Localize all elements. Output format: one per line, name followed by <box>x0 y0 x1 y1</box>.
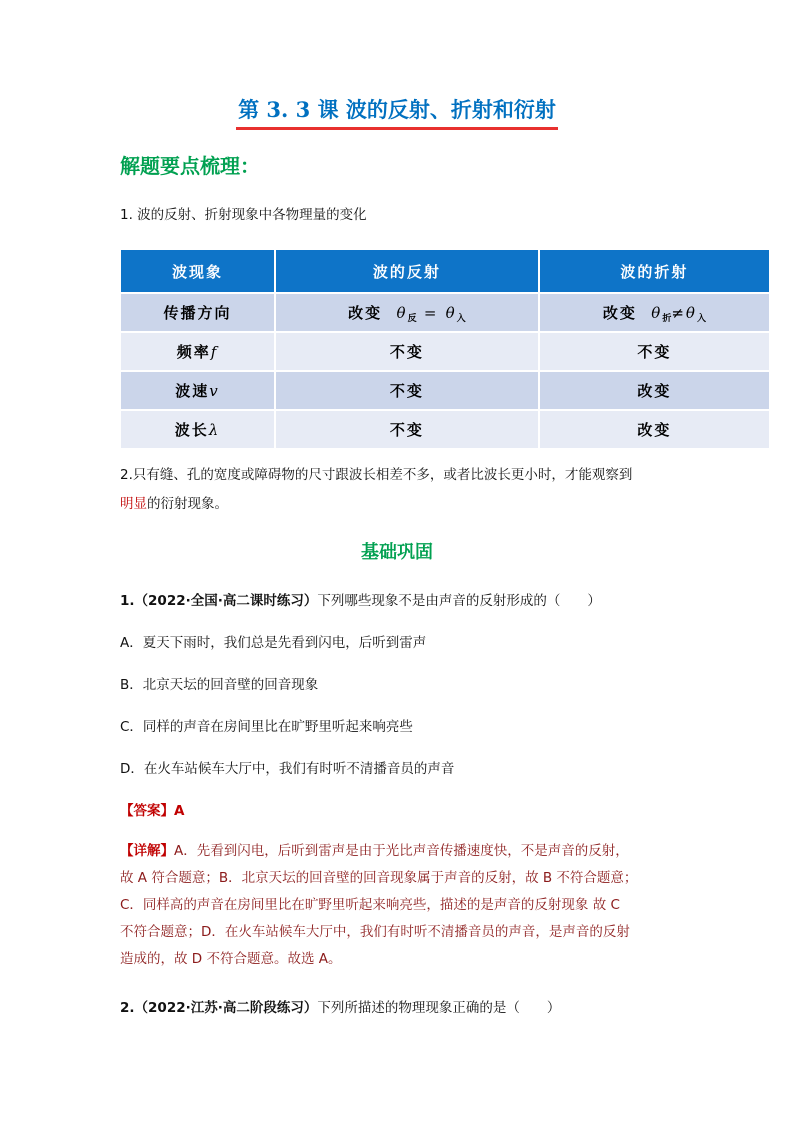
wave-quantities-table <box>121 250 769 448</box>
header-reflection: 波的反射 <box>275 250 539 293</box>
reflection-cell: 不变 <box>275 410 539 448</box>
key-point-2-line1: 2.只有缝、孔的宽度或障碍物的尺寸跟波长相差不多，或者比波长更小时，才能观察到 <box>120 467 633 483</box>
header-wave-phenomenon: 波现象 <box>121 250 275 293</box>
row-label-text: 波速 <box>175 382 210 400</box>
option-c: C．同样的声音在房间里比在旷野里听起来响亮些 <box>120 719 413 735</box>
detail-line-1 <box>120 838 690 865</box>
cell-text: 改变 <box>348 303 383 322</box>
header-refraction: 波的折射 <box>539 250 769 293</box>
not-equal-sign: ≠ <box>671 303 686 322</box>
table-row <box>121 332 769 371</box>
table-header-row <box>121 250 769 293</box>
reflection-cell: 不变 <box>275 332 539 371</box>
table-row <box>121 371 769 410</box>
theta-symbol: θ <box>396 303 408 322</box>
detail-line-3: C．同样高的声音在房间里比在旷野里听起来响亮些，描述的是声音的反射现象 故 C <box>120 897 620 913</box>
detail-block <box>120 838 690 973</box>
wavelength-symbol: λ <box>208 421 221 439</box>
question-source: （2022·全国·高二课时练习） <box>134 593 318 609</box>
row-label-text: 波长 <box>174 421 209 439</box>
table-row <box>121 410 769 448</box>
question-number: 2. <box>120 1000 135 1016</box>
key-point-2-line2 <box>120 494 228 514</box>
theta-symbol: θ <box>651 303 663 322</box>
key-point-1: 1. 波的反射、折射现象中各物理量的变化 <box>120 207 367 223</box>
reflection-cell: 不变 <box>275 371 539 410</box>
question-text: 下列哪些现象不是由声音的反射形成的（ ） <box>317 593 601 609</box>
row-label-text: 频率 <box>176 343 211 361</box>
theta-symbol: θ <box>685 303 697 322</box>
row-label <box>121 410 275 448</box>
row-label <box>121 371 275 410</box>
speed-symbol: v <box>209 382 220 400</box>
option-a: A．夏天下雨时，我们总是先看到闪电，后听到雷声 <box>120 635 427 651</box>
question-1-stem <box>120 591 601 611</box>
frequency-symbol: f <box>210 343 219 361</box>
answer-value: A <box>174 803 185 819</box>
refraction-cell: 改变 <box>539 410 769 448</box>
refraction-cell: 不变 <box>539 332 769 371</box>
row-label <box>121 332 275 371</box>
question-2-stem <box>120 998 560 1018</box>
subscript: 折 <box>662 313 672 324</box>
key-points-heading: 解题要点梳理： <box>120 154 260 178</box>
detail-text: A．先看到闪电，后听到雷声是由于光比声音传播速度快，不是声音的反射， <box>174 843 629 859</box>
detail-label: 【详解】 <box>120 843 174 859</box>
key-point-2-rest: 的衍射现象。 <box>147 496 228 512</box>
cell-text: 改变 <box>602 303 637 322</box>
option-b: B．北京天坛的回音壁的回音现象 <box>120 677 319 693</box>
option-d: D．在火车站候车大厅中，我们有时听不清播音员的声音 <box>120 761 455 777</box>
question-number: 1. <box>120 593 135 609</box>
page-title-text: 第 3. 3 课 波的反射、折射和衍射 <box>236 94 558 130</box>
detail-line-5: 造成的，故 D 不符合题意。故选 A。 <box>120 951 342 967</box>
detail-line-4: 不符合题意；D．在火车站候车大厅中，我们有时听不清播音员的声音，是声音的反射 <box>120 924 630 940</box>
row-label: 传播方向 <box>121 293 275 332</box>
equals-sign: = <box>423 303 439 322</box>
subscript: 入 <box>696 313 706 324</box>
refraction-cell: 改变 <box>539 371 769 410</box>
answer-line <box>120 801 184 821</box>
subscript: 入 <box>456 313 466 324</box>
theta-symbol: θ <box>445 303 457 322</box>
answer-label: 【答案】 <box>120 803 174 819</box>
question-text: 下列所描述的物理现象正确的是（ ） <box>317 1000 561 1016</box>
page-title <box>0 94 794 130</box>
reflection-cell <box>275 293 539 332</box>
subscript: 反 <box>407 313 417 324</box>
detail-line-2: 故 A 符合题意；B．北京天坛的回音壁的回音现象属于声音的反射，故 B 不符合题意； <box>120 870 638 886</box>
table-row <box>121 293 769 332</box>
highlight-text: 明显 <box>120 496 147 512</box>
refraction-cell <box>539 293 769 332</box>
question-source: （2022·江苏·高二阶段练习） <box>134 1000 318 1016</box>
basics-heading: 基础巩固 <box>361 542 433 563</box>
